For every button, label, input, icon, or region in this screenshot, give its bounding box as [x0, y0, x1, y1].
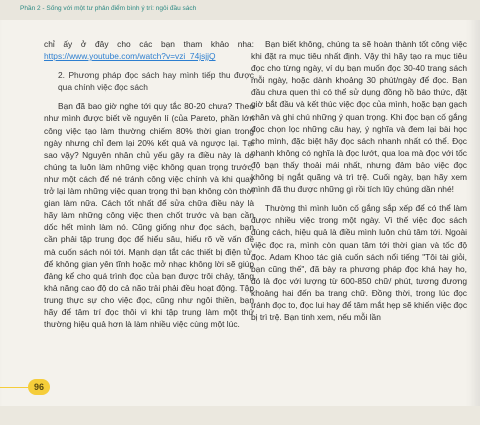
body-paragraph-1: Bạn biết không, chúng ta sẽ hoàn thành tốt công việc khi đặt ra mục tiêu nhất định. Vậy thì hãy tạo ra mục tiêu đọc cho từng ngày, ví dụ bạn muốn đọc 30-40 trang sách mỗi ngày, hoặc dành khoảng 30 phút/ngày để đọc. Bạn đầu chưa quen thì có thể sử dụng đồng hồ báo thức, đặt giờ bắt đầu và kết thúc việc đọc của mình, hoặc bạn gạch chân và ghi chú những ý quan trọng. Khi đọc bạn cố gắng đọc chọn lọc những câu hay, ý nghĩa và đem lại bài học cho mình, đặc biệt hãy đọc sách nhanh nhất có thể. Đọc nhanh không có nghĩa là đọc lướt, qua loa mà đọc với tốc độ bạn thấy thoải mái nhất, nhưng đảm bảo việc đọc không bị ngắt quãng và trì trệ. Cuối ngày, bạn hãy xem mình đã thu được những gì rồi tích lũy chúng dần nhé! — [251, 39, 467, 195]
body-paragraph-2: Thường thì mình luôn cố gắng sắp xếp để có thể làm được nhiều việc trong một ngày. Vì thế việc đọc sách đúng cách, hiệu quả là điều mình luôn chú tâm tới. Ngoài việc đọc ra, mình còn quan tâm tới thời gian và tốc độ đọc. Adam Khoo tác giả cuốn sách nổi tiếng "Tôi tài giỏi, bạn cũng thế", đã bày ra phương pháp đọc khá hay ho, đó là đọc với lượng từ 600-850 chữ/ phút, tương đương khoảng hai đến ba trang chữ. Đồng thời, trong lúc đọc tránh đọc to, đọc lui hay để tâm mắt hẹp sẽ khiến việc đọc bị trì trệ. Bạn tinh xem, nếu mỗi lần — [251, 203, 468, 323]
body-paragraph: Bạn đã bao giờ nghe tới quy tắc 80-20 chưa? Theo như mình được biết về nguyên lí (của Pareto, phần lớn công việc tạo làm thường chiếm 80% thời gian trong ngày nhưng chỉ đem lại 20% kết quả và ngược lại. Tại sao vậy? Nguyên nhân chủ yếu gây ra điều này là do chúng ta luôn làm những việc không quan trọng trước, như một cách để né tránh công việc chính và khi quay trở lại làm những việc quan trọng thì bạn không còn thời gian làm nữa. Cách tốt nhất để sửa chữa điều này là hãy làm những công việc then chốt trước và bạn cần dốc hết mình làm nó. Cũng giống như đọc sách, bạn cần phải tập trung đọc để hiểu sâu, hiểu rõ về vấn đề mà cuốn sách nói tới. Mạnh dạn tắt các thiết bị điện tử, để không gian yên tĩnh hoặc mở nhạc không lời sẽ giúp đảng kể cho quá trình đọc của bạn được trôi chảy, tăng khả năng cao độ do cả não trải phải đều hoạt động. Tập trung thực sự cho việc đọc, cũng như ngôi thiền, bạn hãy để tâm trí đọc thôi vì khi tập trung làm một thứ thường hiệu quả hơn là làm nhiều việc cùng một lúc. — [44, 101, 254, 330]
page-number: 96 — [28, 379, 50, 395]
header-band — [0, 0, 480, 20]
right-column — [251, 38, 467, 330]
intro-paragraph — [44, 38, 254, 62]
youtube-link[interactable]: https://www.youtube.com/watch?v=vzi_74jsjjQ — [44, 51, 216, 62]
page-number-rule — [0, 387, 30, 388]
section-heading: 2. Phương pháp đọc sách hay mình tiếp thu được qua chính việc đọc sách — [58, 70, 254, 93]
running-head: Phần 2 - Sống với một tư phản điểm bình ý trí: ngôi đầu sách — [20, 5, 197, 12]
intro-text: chỉ ấy ở đây cho các bạn tham khảo nha: — [44, 39, 254, 49]
footer-band — [0, 406, 480, 425]
left-column — [44, 38, 254, 337]
